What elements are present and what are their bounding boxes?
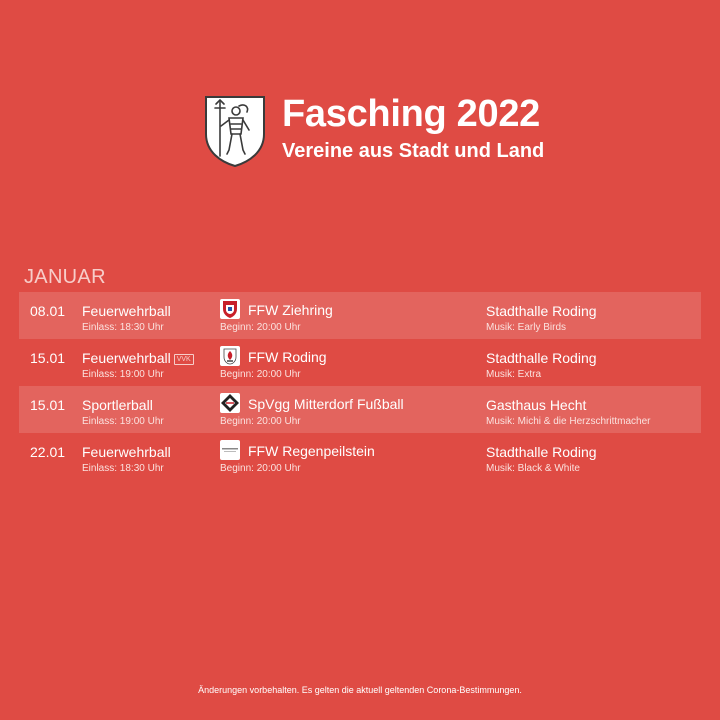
- event-beginn: Beginn: 20:00 Uhr: [220, 416, 301, 427]
- club-name: FFW Roding: [248, 349, 327, 365]
- event-row: [19, 339, 701, 386]
- event-einlass: Einlass: 19:00 Uhr: [82, 369, 164, 380]
- event-title: [82, 443, 171, 461]
- event-beginn: Beginn: 20:00 Uhr: [220, 463, 301, 474]
- event-list: [19, 292, 701, 480]
- footer-note: Änderungen vorbehalten. Es gelten die aktuell geltenden Corona-Bestimmungen.: [198, 685, 522, 695]
- event-date: 15.01: [30, 397, 66, 413]
- event-title: [82, 396, 153, 414]
- event-title-text: Feuerwehrball: [82, 303, 171, 319]
- event-row: [19, 433, 701, 480]
- event-title-text: Feuerwehrball: [82, 350, 171, 366]
- event-music: Musik: Extra: [486, 369, 542, 380]
- event-row: [19, 386, 701, 433]
- club-name: FFW Ziehring: [248, 302, 333, 318]
- event-row: [19, 292, 701, 339]
- event-date: 15.01: [30, 350, 66, 366]
- event-venue: Stadthalle Roding: [486, 303, 597, 319]
- page-title: Fasching 2022: [282, 93, 540, 135]
- event-music: Musik: Michi & die Herzschrittmacher: [486, 416, 651, 427]
- event-einlass: Einlass: 18:30 Uhr: [82, 463, 164, 474]
- ffw-roding-logo-icon: [220, 346, 240, 366]
- event-music: Musik: Black & White: [486, 463, 580, 474]
- event-einlass: Einlass: 18:30 Uhr: [82, 322, 164, 333]
- knight-crest-icon: [203, 94, 267, 168]
- event-beginn: Beginn: 20:00 Uhr: [220, 369, 301, 380]
- event-venue: Stadthalle Roding: [486, 350, 597, 366]
- ffw-regenpeilstein-logo-icon: [220, 440, 240, 460]
- event-venue: Stadthalle Roding: [486, 444, 597, 460]
- event-title: [82, 302, 171, 320]
- event-date: 08.01: [30, 303, 66, 319]
- month-heading: JANUAR: [24, 266, 106, 288]
- event-einlass: Einlass: 19:00 Uhr: [82, 416, 164, 427]
- page-subtitle: Vereine aus Stadt und Land: [282, 140, 545, 162]
- event-title: [82, 349, 194, 367]
- event-venue: Gasthaus Hecht: [486, 397, 587, 413]
- event-beginn: Beginn: 20:00 Uhr: [220, 322, 301, 333]
- event-music: Musik: Early Birds: [486, 322, 567, 333]
- event-date: 22.01: [30, 444, 66, 460]
- event-title-text: Sportlerball: [82, 397, 153, 413]
- vvk-badge: VVK: [174, 354, 194, 365]
- spvgg-mitterdorf-logo-icon: [220, 393, 240, 413]
- event-title-text: Feuerwehrball: [82, 444, 171, 460]
- header: [203, 92, 563, 172]
- club-name: SpVgg Mitterdorf Fußball: [248, 396, 404, 412]
- ffw-ziehring-logo-icon: [220, 299, 240, 319]
- club-name: FFW Regenpeilstein: [248, 443, 375, 459]
